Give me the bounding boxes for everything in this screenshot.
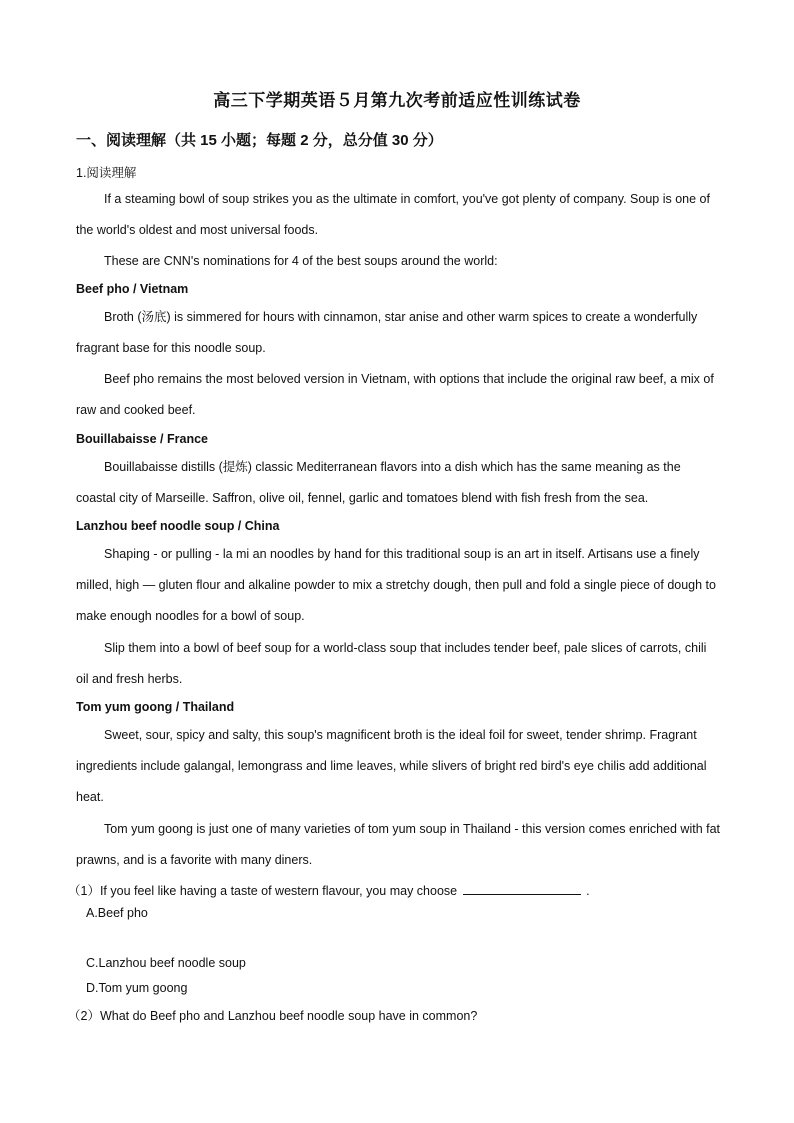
question-2: （2）What do Beef pho and Lanzhou beef noodle soup have in common? [68, 1009, 478, 1023]
section-heading: 一、阅读理解（共 15 小题；每题 2 分，总分值 30 分） [76, 132, 443, 149]
paragraph-beef-pho-2: Beef pho remains the most beloved version in Vietnam, with options that include the original raw beef, a mix of raw and cooked beef. [76, 372, 714, 417]
subheading-tom-yum: Tom yum goong / Thailand [76, 700, 235, 714]
paragraph-tom-yum-2: Tom yum goong is just one of many varieties of tom yum soup in Thailand - this version comes enriched with fat prawns, and is a favorite with many diners. [76, 822, 721, 867]
page-title: 高三下学期英语５月第九次考前适应性训练试卷 [213, 91, 581, 110]
subheading-bouillabaisse: Bouillabaisse / France [76, 432, 208, 446]
option-a: A.Beef pho [86, 906, 148, 920]
paragraph-tom-yum-1: Sweet, sour, spicy and salty, this soup's magnificent broth is the ideal foil for sweet, tender shrimp. Fragrant ingredients include galangal, lemongrass and lime leaves, while slivers of bright red bird's eye chilis add additional heat. [76, 728, 707, 804]
option-c: C.Lanzhou beef noodle soup [86, 956, 246, 970]
option-d: D.Tom yum goong [86, 981, 188, 995]
question-1 [68, 881, 590, 899]
question-1-text: （1）If you feel like having a taste of western flavour, you may choose [68, 884, 458, 898]
answer-blank [463, 882, 581, 895]
question-label: 1.阅读理解 [76, 166, 137, 180]
paragraph-nominations: These are CNN's nominations for 4 of the best soups around the world: [104, 254, 498, 268]
subheading-lanzhou: Lanzhou beef noodle soup / China [76, 519, 280, 533]
subheading-beef-pho: Beef pho / Vietnam [76, 282, 189, 296]
paragraph-beef-pho-1: Broth (汤底) is simmered for hours with cinnamon, star anise and other warm spices to create a wonderfully fragrant base for this noodle soup. [76, 310, 698, 355]
question-1-end: . [586, 884, 590, 898]
paragraph-lanzhou-1: Shaping - or pulling - la mi an noodles by hand for this traditional soup is an art in itself. Artisans use a finely milled, high — gluten flour and alkaline powder to mix a stretchy dough, then pull and fold a single piece of dough to make enough noodles for a bowl of soup. [76, 547, 716, 623]
paragraph-intro: If a steaming bowl of soup strikes you as the ultimate in comfort, you've got plenty of company. Soup is one of the world's oldest and most universal foods. [76, 192, 710, 237]
paragraph-lanzhou-2: Slip them into a bowl of beef soup for a world-class soup that includes tender beef, pale slices of carrots, chili oil and fresh herbs. [76, 641, 707, 686]
paragraph-bouillabaisse: Bouillabaisse distills (提炼) classic Mediterranean flavors into a dish which has the same meaning as the coastal city of Marseille. Saffron, olive oil, fennel, garlic and tomatoes blend with fish fresh from the sea. [76, 460, 681, 505]
